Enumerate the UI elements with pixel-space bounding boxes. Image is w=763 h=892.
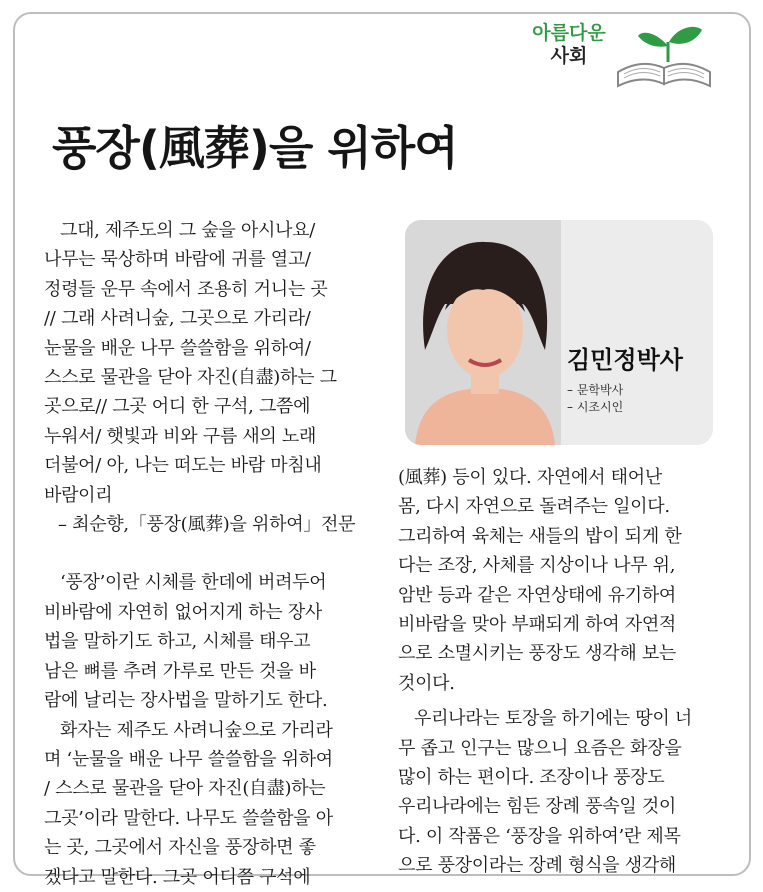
text-line: 무 좁고 인구는 많으니 요즘은 화장을 <box>398 737 682 759</box>
credential-item: – 문학박사 <box>567 383 624 397</box>
paragraph <box>398 463 728 698</box>
poem-line: // 그래 사려니숲, 그곳으로 가리라/ <box>44 308 311 330</box>
poem-line: 그대, 제주도의 그 숲을 아시나요/ <box>60 220 316 241</box>
text-line: 람에 날리는 장사법을 말하기도 한다. <box>44 690 328 712</box>
author-name: 김민정 <box>567 346 637 374</box>
poem-line: 바람이리 <box>44 484 113 506</box>
article-title: 풍장(風葬)을 위하여 <box>52 121 458 175</box>
right-column <box>398 463 728 881</box>
poem-line: 스스로 물관을 닫아 자진(自盡)하는 그 <box>44 367 337 389</box>
text-line: 우리나라에는 힘든 장례 풍속일 것이 <box>398 796 677 818</box>
text-line: 겠다고 말한다. 그곳 어디쯤 구석에 <box>44 866 311 888</box>
text-line: 남은 뼈를 추려 가루로 만든 것을 바 <box>44 660 316 682</box>
text-line: 다는 조장, 사체를 지상이나 나무 위, <box>398 555 676 577</box>
paragraph <box>398 704 728 880</box>
section-label-line2: 사회 <box>550 44 588 67</box>
text-line: 비바람에 자연히 없어지게 하는 장사 <box>44 601 323 623</box>
text-line: ‘풍장’이란 시체를 한데에 버려두어 <box>60 572 327 594</box>
text-line: 것이다. <box>398 672 455 694</box>
text-line: 다. 이 작품은 ‘풍장을 위하여’란 제목 <box>398 825 681 847</box>
paragraph <box>44 716 374 892</box>
left-column <box>44 216 374 892</box>
text-line: 그곳’이라 말한다. 나무도 쓸쓸함을 아 <box>44 807 333 829</box>
sprout-book-icon <box>612 22 712 88</box>
text-line: 비바람을 맞아 부패되게 하여 자연적 <box>398 614 677 636</box>
poem-line: 누워서/ 햇빛과 비와 구름 새의 노래 <box>44 425 317 447</box>
author-name-block <box>567 340 683 375</box>
poem-line: 곳으로// 그곳 어디 한 구석, 그쯤에 <box>44 396 311 418</box>
text-line: 으로 풍장이라는 장례 형식을 생각해 <box>398 855 677 877</box>
text-line: 으로 소멸시키는 풍장도 생각해 보는 <box>398 643 677 665</box>
poem-line: 눈물을 배운 나무 쓸쓸함을 위하여/ <box>44 337 311 359</box>
text-line: 암반 등과 같은 자연상태에 유기하여 <box>398 584 677 606</box>
author-credentials <box>567 382 623 416</box>
credential-item: – 시조시인 <box>567 400 624 414</box>
section-label <box>519 22 619 68</box>
section-label-line1: 아름다운 <box>532 22 606 44</box>
text-line: 우리나라는 토장을 하기에는 땅이 너 <box>414 708 693 730</box>
text-line: 그리하여 육체는 새들의 밥이 되게 한 <box>398 525 682 547</box>
poem-line: 정령들 운무 속에서 조용히 거니는 곳 <box>44 278 328 300</box>
poem-attribution: – 최순향,「풍장(風葬)을 위하여」전문 <box>58 514 356 536</box>
text-line: (風葬) 등이 있다. 자연에서 태어난 <box>398 467 662 488</box>
text-line: 법을 말하기도 하고, 시체를 태우고 <box>44 631 311 653</box>
text-line: 화자는 제주도 사려니숲으로 가리라 <box>60 719 333 741</box>
text-line: 며 ‘눈물을 배운 나무 쓸쓸함을 위하여 <box>44 748 333 770</box>
text-line: 는 곳, 그곳에서 자신을 풍장하면 좋 <box>44 837 316 859</box>
author-profile-box <box>405 220 713 445</box>
text-line: 몸, 다시 자연으로 돌려주는 일이다. <box>398 496 670 518</box>
poem-line: 나무는 묵상하며 바람에 귀를 열고/ <box>44 249 311 271</box>
text-line: / 스스로 물관을 닫아 자진(自盡)하는 <box>44 778 326 800</box>
author-photo <box>405 220 561 445</box>
poem-line: 더불어/ 아, 나는 떠도는 바람 마침내 <box>44 455 322 477</box>
paragraph <box>44 568 374 715</box>
author-title-suffix: 박사 <box>636 346 683 374</box>
poem-quote <box>44 216 374 510</box>
text-line: 많이 하는 편이다. 조장이나 풍장도 <box>398 767 665 789</box>
